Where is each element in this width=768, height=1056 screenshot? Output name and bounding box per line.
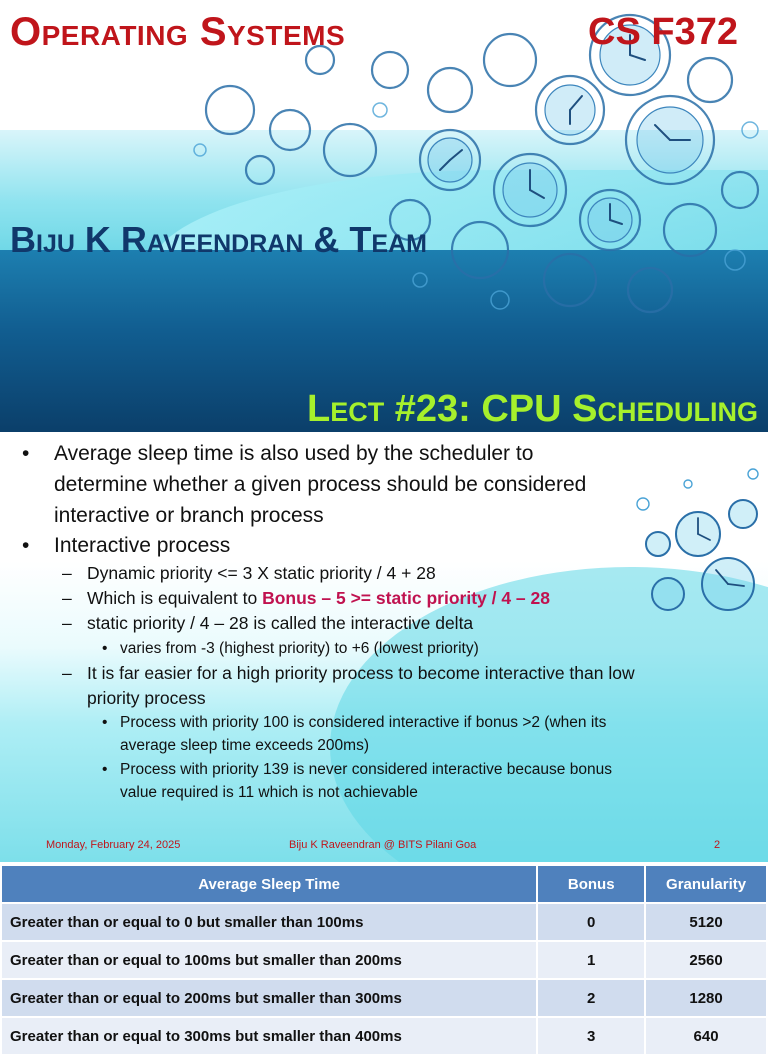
table-row [1, 903, 767, 941]
cell-bonus: 2 [537, 979, 645, 1017]
sub-sub-bullet-text: varies from -3 (highest priority) to +6 (lowest priority) [120, 640, 479, 657]
dash-marker: – [62, 613, 72, 633]
sub-bullet-text: static priority / 4 – 28 is called the interactive delta [87, 613, 474, 633]
bullet-text: Average sleep time is also used by the scheduler to determine whether a given process should be considered interactive or branch process [54, 442, 587, 527]
sub-sub-bullet-item [102, 758, 640, 804]
cell-granularity: 5120 [645, 903, 767, 941]
bullet-dot: • [102, 714, 108, 731]
sub-bullet-text [62, 586, 647, 611]
title-slide [0, 0, 768, 432]
sub-bullet-item [62, 561, 647, 586]
bullet-item [22, 438, 614, 531]
table-row [1, 1017, 767, 1055]
sub-bullet-item [62, 586, 647, 611]
sub-bullet-prefix: Which is equivalent to [87, 588, 263, 608]
sub-sub-bullet-item [102, 711, 640, 757]
lecture-title: Lect #23: CPU Scheduling [306, 388, 758, 430]
cell-bonus: 0 [537, 903, 645, 941]
column-header-granularity: Granularity [645, 865, 767, 903]
sub-sub-bullet-item [102, 637, 640, 660]
cell-sleep-time: Greater than or equal to 0 but smaller than 100ms [1, 903, 537, 941]
footer-page-number: 2 [714, 839, 721, 851]
sub-sub-bullet-text: Process with priority 100 is considered interactive if bonus >2 (when its average sleep time exceeds 200ms) [120, 714, 607, 754]
cell-bonus: 1 [537, 941, 645, 979]
highlighted-formula: Bonus – 5 >= static priority / 4 – 28 [262, 588, 550, 608]
clock-illustration [628, 444, 768, 634]
dash-marker: – [62, 588, 72, 608]
footer-date: Monday, February 24, 2025 [46, 839, 181, 851]
cell-sleep-time: Greater than or equal to 200ms but smaller than 300ms [1, 979, 537, 1017]
bullet-dot: • [22, 534, 30, 557]
footer-author: Biju K Raveendran @ BITS Pilani Goa [289, 839, 477, 851]
table-row [1, 941, 767, 979]
cell-granularity: 2560 [645, 941, 767, 979]
sub-sub-bullet-text: Process with priority 139 is never considered interactive because bonus value required is 11 which is not achievable [120, 761, 612, 801]
table-header-row [1, 865, 767, 903]
bullet-item [22, 530, 614, 561]
cell-bonus: 3 [537, 1017, 645, 1055]
table-row [1, 979, 767, 1017]
sub-bullet-text: Dynamic priority <= 3 X static priority / 4 + 28 [87, 563, 436, 583]
sub-bullet-text: It is far easier for a high priority process to become interactive than low priority process [87, 663, 635, 708]
content-slide [0, 432, 768, 862]
author-name: Biju K Raveendran & Team [10, 219, 427, 260]
bullet-dot: • [102, 640, 108, 657]
dash-marker: – [62, 563, 72, 583]
column-header-bonus: Bonus [537, 865, 645, 903]
bullet-dot: • [22, 442, 30, 465]
cell-granularity: 1280 [645, 979, 767, 1017]
cell-sleep-time: Greater than or equal to 300ms but smaller than 400ms [1, 1017, 537, 1055]
sub-bullet-item [62, 611, 647, 636]
dash-marker: – [62, 663, 72, 683]
bullet-text: Interactive process [54, 534, 231, 557]
bullet-dot: • [102, 761, 108, 778]
course-title: Operating Systems [10, 10, 346, 54]
cell-sleep-time: Greater than or equal to 100ms but smaller than 200ms [1, 941, 537, 979]
cell-granularity: 640 [645, 1017, 767, 1055]
column-header-sleep-time: Average Sleep Time [1, 865, 537, 903]
bonus-granularity-table [0, 864, 768, 1056]
sub-bullet-item [62, 661, 647, 711]
course-code: CS F372 [588, 11, 738, 53]
